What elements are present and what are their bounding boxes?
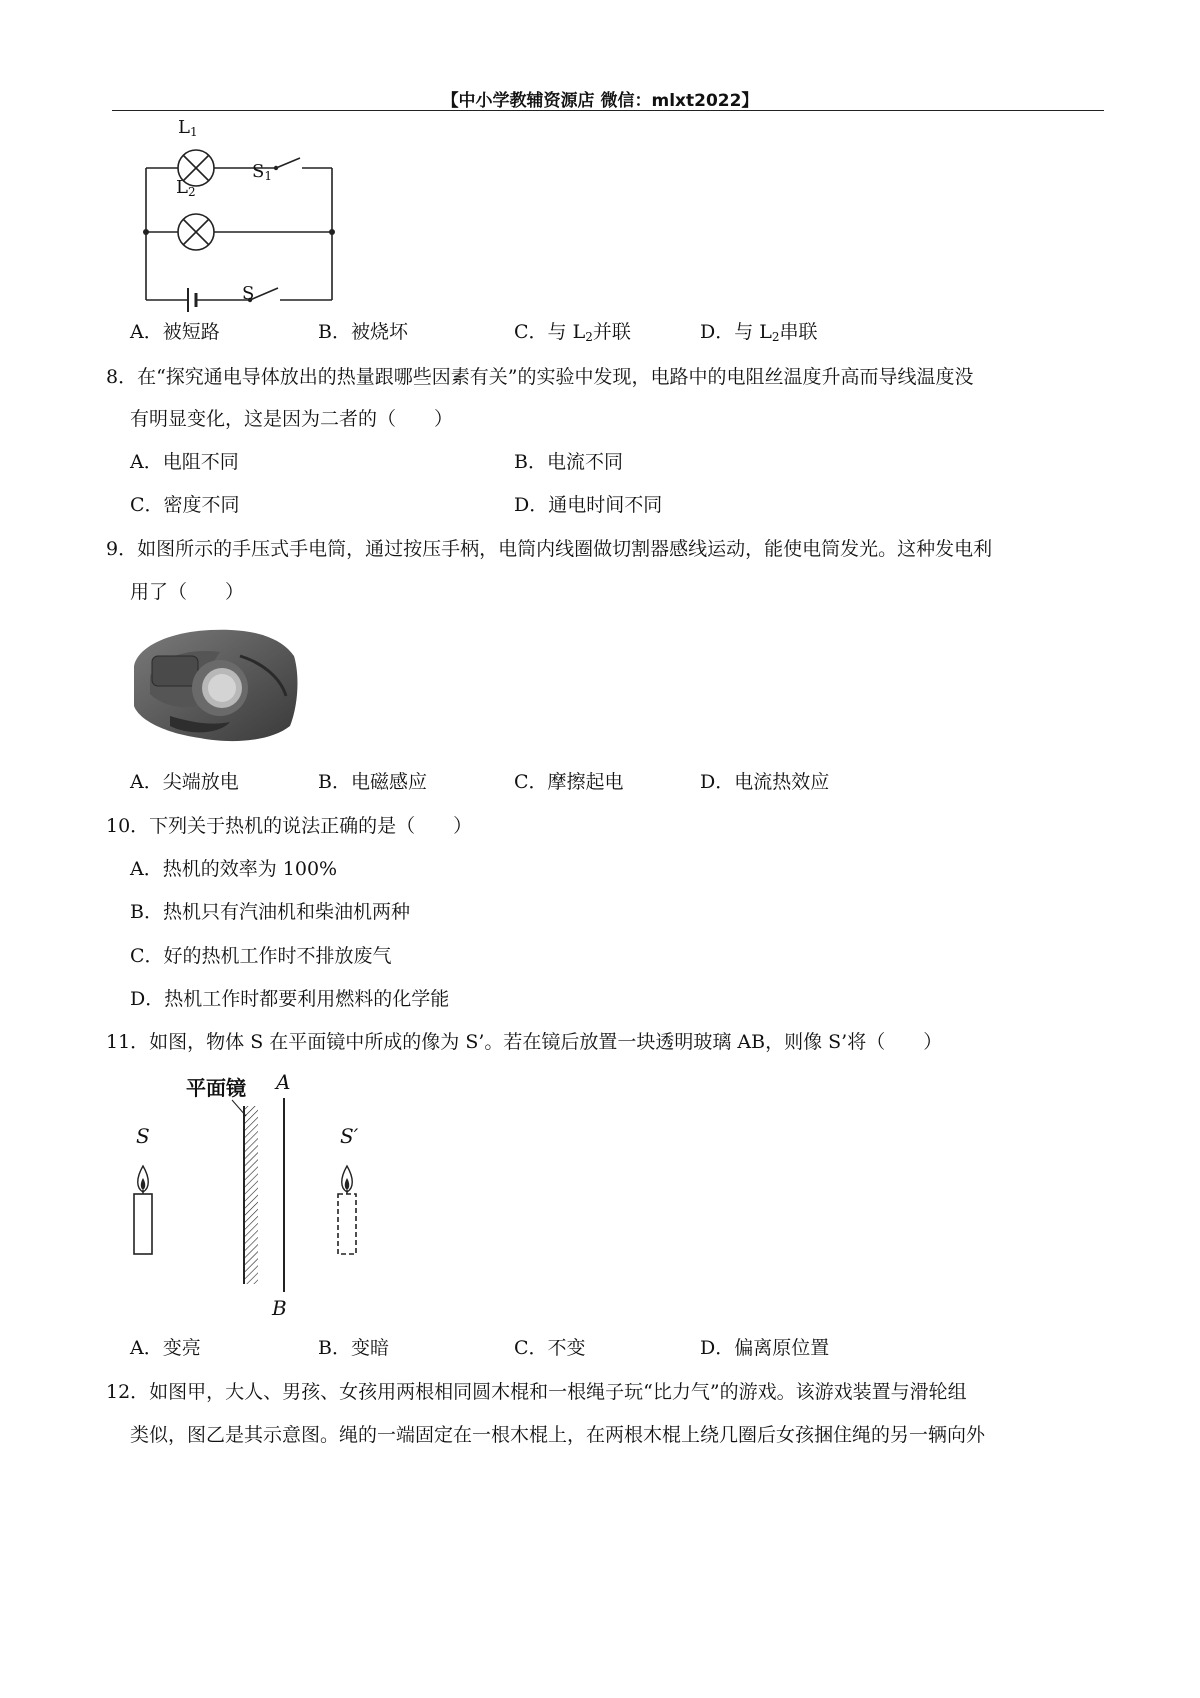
q8-option-a: A．电阻不同 <box>130 451 239 473</box>
q9-option-d: D．电流热效应 <box>700 771 830 793</box>
q9-stem-line1: 9．如图所示的手压式手电筒，通过按压手柄，电筒内线圈做切割器感线运动，能使电筒发光。这种发电利 <box>106 538 993 560</box>
q12-stem-line1: 12．如图甲，大人、男孩、女孩用两根相同圆木棍和一根绳子玩“比力气”的游戏。该游戏装置与滑轮组 <box>106 1381 967 1403</box>
q8-stem-line1: 8．在“探究通电导体放出的热量跟哪些因素有关”的实验中发现，电路中的电阻丝温度升高而导线温度没 <box>106 366 974 388</box>
q8-option-b: B．电流不同 <box>514 451 623 473</box>
q12-stem-line2: 类似，图乙是其示意图。绳的一端固定在一根木棍上，在两根木棍上绕几圈后女孩捆住绳的另一辆向外 <box>130 1424 986 1446</box>
q10-stem: 10．下列关于热机的说法正确的是（ ） <box>106 815 473 837</box>
label-l1: $L_1$ <box>178 117 198 139</box>
q9-stem-line2: 用了（ ） <box>130 581 245 603</box>
q7-option-b: B．被烧坏 <box>318 321 408 343</box>
label-s-image: S′ <box>340 1124 359 1148</box>
candle-s <box>134 1194 152 1254</box>
label-b: B <box>272 1296 287 1320</box>
q10-option-b: B．热机只有汽油机和柴油机两种 <box>130 901 410 923</box>
page-header: 【中小学教辅资源店 微信：mlxt2022】 <box>441 91 759 111</box>
q10-option-c: C．好的热机工作时不排放废气 <box>130 945 392 967</box>
q11-stem: 11．如图，物体 S 在平面镜中所成的像为 S’。若在镜后放置一块透明玻璃 AB，则像 S’将（ ） <box>106 1031 943 1053</box>
hand-flashlight-photo <box>130 626 300 744</box>
label-s: S <box>242 283 255 304</box>
header-rule <box>112 110 1104 111</box>
q8-stem-line2: 有明显变化，这是因为二者的（ ） <box>130 408 454 430</box>
mirror-diagram <box>128 1070 388 1320</box>
q8-option-c: C．密度不同 <box>130 494 240 516</box>
q10-option-a: A．热机的效率为 100% <box>130 858 338 880</box>
q8-option-d: D．通电时间不同 <box>514 494 663 516</box>
label-a: A <box>276 1070 291 1094</box>
circuit-diagram <box>130 120 340 330</box>
q11-option-a: A．变亮 <box>130 1337 201 1359</box>
label-l2: $L_2$ <box>176 177 196 199</box>
q10-option-d: D．热机工作时都要利用燃料的化学能 <box>130 988 450 1010</box>
label-s1: $S_1$ <box>252 161 272 183</box>
q7-option-a: A．被短路 <box>130 321 220 343</box>
q7-option-c: C．与 $L_2$并联 <box>514 321 631 344</box>
q7-option-d: D．与 $L_2$串联 <box>700 321 818 344</box>
q9-option-c: C．摩擦起电 <box>514 771 624 793</box>
candle-s-prime <box>338 1194 356 1254</box>
q11-option-b: B．变暗 <box>318 1337 389 1359</box>
q9-option-b: B．电磁感应 <box>318 771 427 793</box>
mirror-hatching <box>244 1106 258 1284</box>
q11-option-c: C．不变 <box>514 1337 586 1359</box>
label-s-object: S <box>136 1124 150 1148</box>
mirror-label: 平面镜 <box>186 1076 246 1100</box>
q9-option-a: A．尖端放电 <box>130 771 239 793</box>
q11-option-d: D．偏离原位置 <box>700 1337 830 1359</box>
